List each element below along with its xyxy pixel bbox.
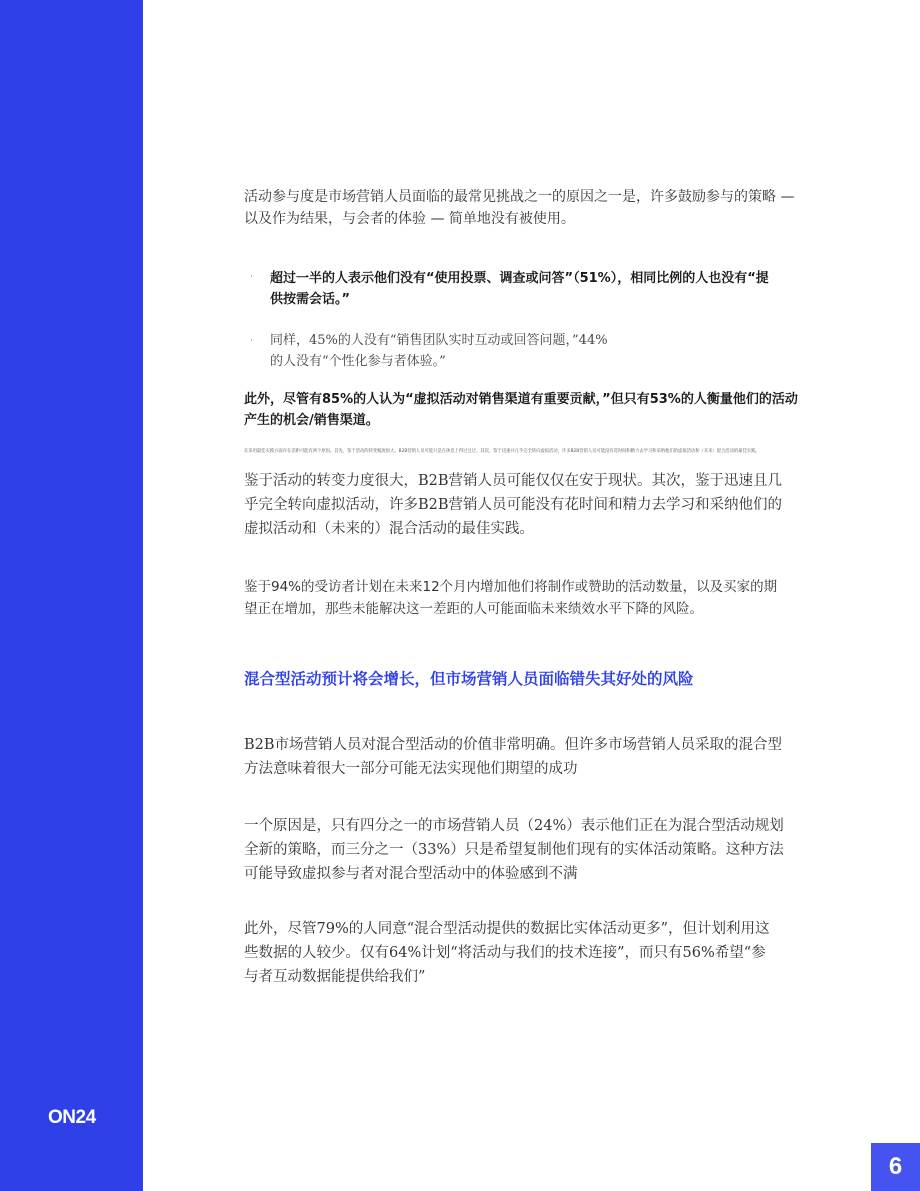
on24-logo: ON24	[48, 1107, 96, 1128]
paragraph-3: B2B市场营销人员对混合型活动的价值非常明确。但许多市场营销人员采取的混合型方法意味着很大一部分可能无法实现他们期望的成功	[244, 737, 783, 777]
page-number: 6	[871, 1143, 920, 1191]
bullet-marker: ·	[250, 336, 253, 346]
paragraph-5: 此外，尽管79%的人同意“混合型活动提供的数据比实体活动更多”，但计划利用这些数据的人较少。仅有64%计划“将活动与我们的技术连接”，而只有56%希望“参与者互动数据能提供给我们”	[244, 921, 770, 985]
fine-print: 在采用最佳实践方面存在差距可能有两个原因。首先，鉴于活动的转变幅度很大，B2B营销人员可能只是在休息上得过且过。其次，鉴于迅速并几乎完全转向虚拟活动，许多B2B营销人员可能没有花时间和精力去学习和采纳他们的虚拟活动和（未来）混合活动的最佳实践。	[244, 449, 760, 454]
section-heading: 混合型活动预计将会增长，但市场营销人员面临错失其好处的风险	[244, 670, 694, 688]
bullet-item-1: 超过一半的人表示他们没有“使用投票、调查或问答”（51%），相同比例的人也没有“提供按需会话。”	[270, 271, 769, 307]
paragraph-4: 一个原因是，只有四分之一的市场营销人员（24%）表示他们正在为混合型活动规划全新的策略，而三分之一（33%）只是希望复制他们现有的实体活动策略。这种方法可能导致虚拟参与者对混合型活动中的体验感到不满	[244, 818, 784, 882]
sidebar-band	[0, 0, 143, 1191]
paragraph-2: 鉴于94%的受访者计划在未来12个月内增加他们将制作或赞助的活动数量，以及买家的期望正在增加，那些未能解决这一差距的人可能面临未来绩效水平下降的风险。	[244, 579, 778, 617]
bullet-marker: ·	[250, 272, 253, 282]
emphasis-paragraph: 此外，尽管有85%的人认为“虚拟活动对销售渠道有重要贡献，”但只有53%的人衡量他们的活动产生的机会/销售渠道。	[244, 392, 798, 428]
intro-paragraph: 活动参与度是市场营销人员面临的最常见挑战之一的原因之一是，许多鼓励参与的策略 — 以及作为结果，与会者的体验 — 简单地没有被使用。	[244, 189, 795, 227]
bullet-item-2: 同样，45%的人没有“销售团队实时互动或回答问题，”44%的人没有“个性化参与者体验。”	[270, 333, 608, 369]
paragraph-1: 鉴于活动的转变力度很大，B2B营销人员可能仅仅在安于现状。其次，鉴于迅速且几乎完全转向虚拟活动，许多B2B营销人员可能没有花时间和精力去学习和采纳他们的虚拟活动和（未来的）混合活动的最佳实践。	[244, 473, 783, 537]
